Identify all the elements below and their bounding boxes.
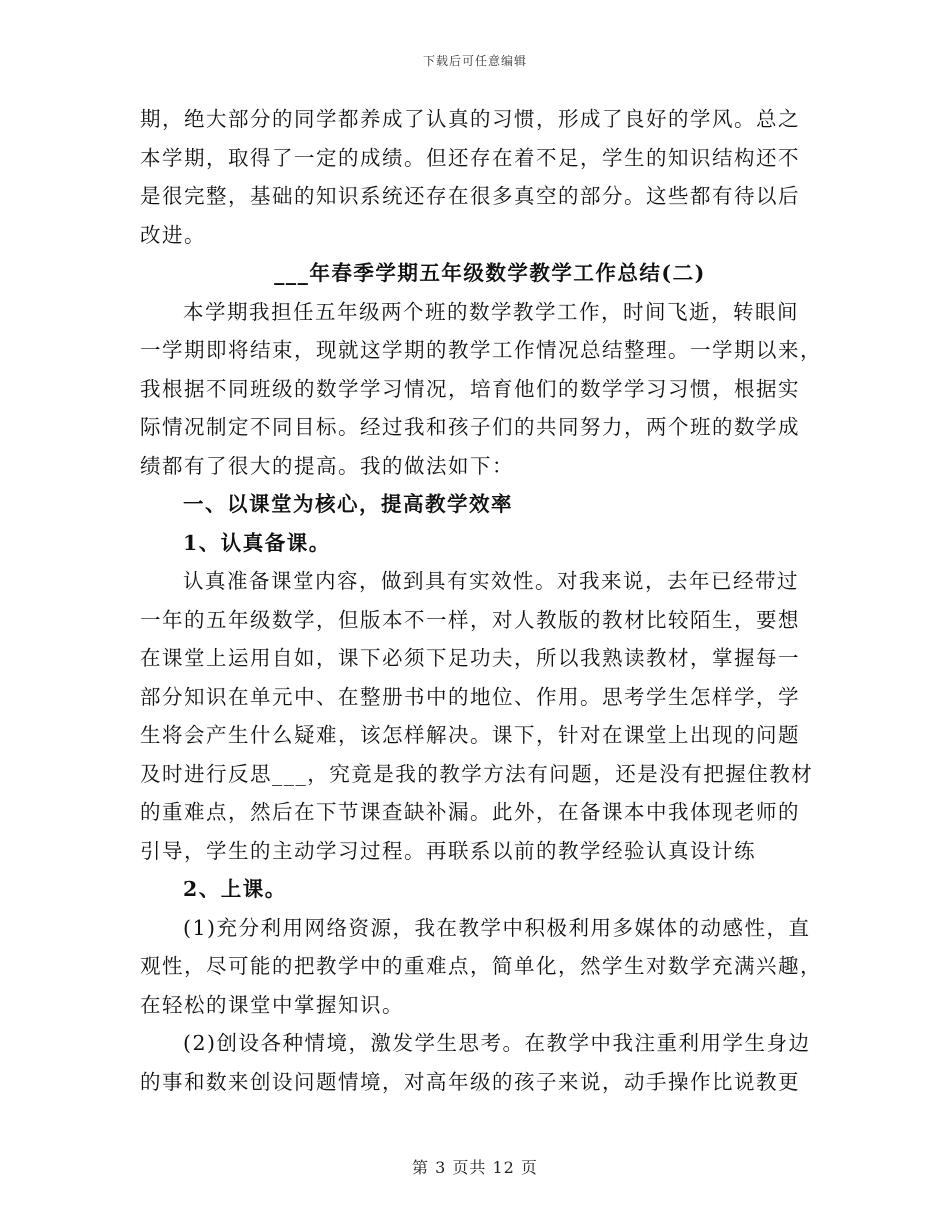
paragraph-line: 我根据不同班级的数学学习情况，培育他们的数学学习习惯，根据实 xyxy=(140,376,800,401)
document-body xyxy=(140,100,822,1101)
heading-level-1: 一、以课堂为核心，提高教学效率 xyxy=(183,492,513,516)
paragraph-line: 改进。 xyxy=(140,222,206,247)
paragraph-line: 的事和数来创设问题情境，对高年级的孩子来说，动手操作比说教更 xyxy=(140,1069,800,1094)
paragraph-line: (1)充分利用网络资源，我在教学中积极利用多媒体的动感性，直 xyxy=(183,915,811,940)
heading-level-2: 2、上课。 xyxy=(183,877,287,901)
paragraph-line: 认真准备课堂内容，做到具有实效性。对我来说，去年已经带过 xyxy=(183,569,799,593)
paragraph-line: 一年的五年级数学，但版本不一样，对人教版的教材比较陌生，要想 xyxy=(140,607,800,632)
paragraph-line: 期，绝大部分的同学都养成了认真的习惯，形成了良好的学风。总之 xyxy=(140,107,800,131)
paragraph-line: 本学期，取得了一定的成绩。但还存在着不足，学生的知识结构还不 xyxy=(140,145,800,170)
paragraph-line: 绩都有了很大的提高。我的做法如下： xyxy=(140,453,514,478)
paragraph-line: 本学期我担任五年级两个班的数学教学工作，时间飞逝，转眼间 xyxy=(183,299,799,324)
paragraph-line: 在轻松的课堂中掌握知识。 xyxy=(140,992,404,1017)
paragraph-line: 在课堂上运用自如，课下必须下足功夫，所以我熟读教材，掌握每一 xyxy=(140,646,800,670)
section-title: ___年春季学期五年级数学教学工作总结(二) xyxy=(274,261,706,285)
paragraph-line: 的重难点，然后在下节课查缺补漏。此外，在备课本中我体现老师的 xyxy=(140,800,800,824)
page-footer: 第 3 页共 12 页 xyxy=(412,1158,538,1177)
paragraph-line: 一学期即将结束，现就这学期的教学工作情况总结整理。一学期以来， xyxy=(140,338,822,362)
paragraph-line: 际情况制定不同目标。经过我和孩子们的共同努力，两个班的数学成 xyxy=(140,415,800,439)
paragraph-line: 引导，学生的主动学习过程。再联系以前的教学经验认真设计练 xyxy=(140,838,756,863)
paragraph-line: 部分知识在单元中、在整册书中的地位、作用。思考学生怎样学，学 xyxy=(140,684,800,709)
paragraph-line: 及时进行反思___，究竟是我的教学方法有问题，还是没有把握住教材 xyxy=(140,761,814,786)
paragraph-line: (2)创设各种情境，激发学生思考。在教学中我注重利用学生身边 xyxy=(183,1031,811,1055)
paragraph-line: 是很完整，基础的知识系统还存在很多真空的部分。这些都有待以后 xyxy=(140,184,800,208)
heading-level-2: 1、认真备课。 xyxy=(183,530,331,555)
paragraph-line: 观性，尽可能的把教学中的重难点，简单化，然学生对数学充满兴趣， xyxy=(140,954,822,978)
paragraph-line: 生将会产生什么疑难，该怎样解决。课下，针对在课堂上出现的问题 xyxy=(140,723,800,747)
page-header: 下载后可任意编辑 xyxy=(422,54,527,68)
